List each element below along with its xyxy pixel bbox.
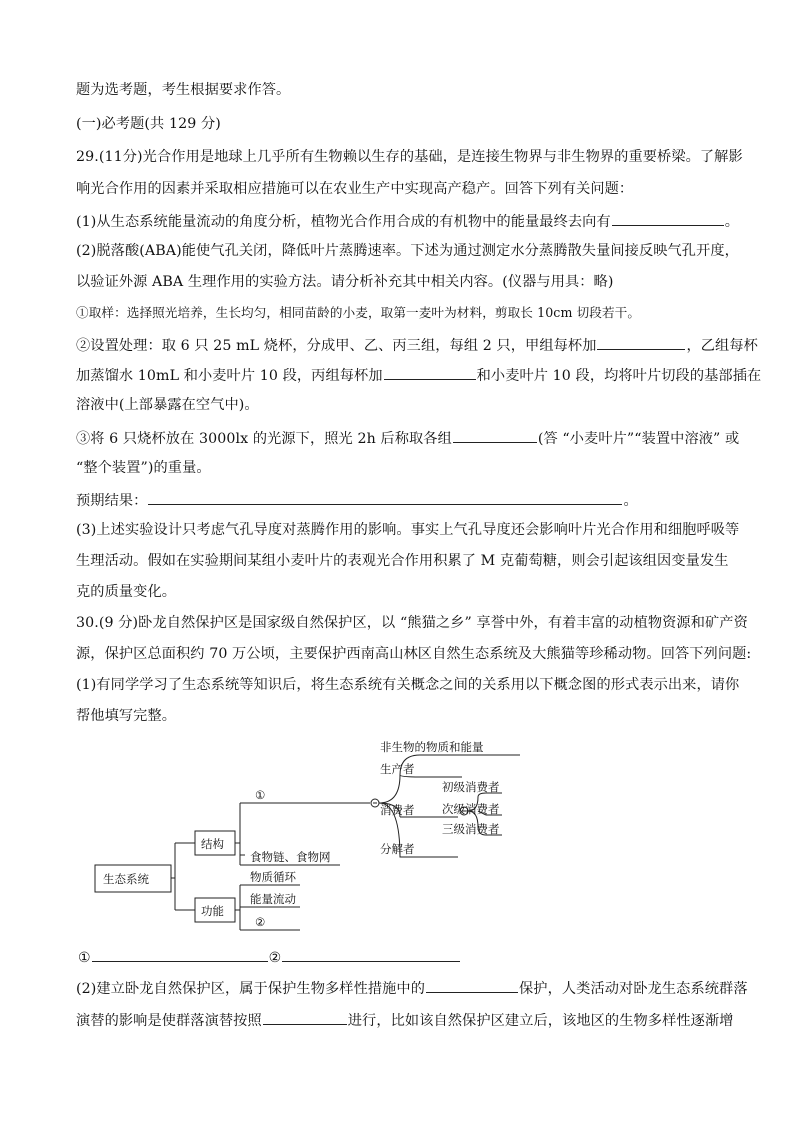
blank-2-label: ② <box>255 915 266 929</box>
answer-blank[interactable] <box>612 210 724 226</box>
q30-part2 <box>76 977 748 999</box>
answer-2-marker: ② <box>268 950 282 966</box>
text-segment: ③将 6 只烧杯放在 3000lx 的光源下，照光 2h 后称取各组 <box>76 431 452 447</box>
material-cycle-label: 物质循环 <box>250 870 296 884</box>
text-line: 题为选考题，考生根据要求作答。 <box>76 82 291 98</box>
consumer-label: 消费者 <box>380 803 415 817</box>
step-1: ①取样：选择照光培养，生长均匀，相同苗龄的小麦，取第一麦叶为材料，剪取长 10cm 切段若干。 <box>76 305 641 320</box>
q29-part2: (2)脱落酸(ABA)能使气孔关闭，降低叶片蒸腾速率。下述为通过测定水分蒸腾散失量间接反映气孔开度， <box>76 243 739 259</box>
text-segment: 。 <box>724 214 740 230</box>
function-label: 功能 <box>201 904 224 918</box>
text-line: 响光合作用的因素并采取相应措施可以在农业生产中实现高产稳产。回答下列有关问题： <box>76 181 634 197</box>
answer-blank[interactable] <box>453 427 537 443</box>
answer-blank-2[interactable] <box>282 946 460 962</box>
blank-1-label: ① <box>255 788 266 802</box>
question-30-stem: 30.(9 分)卧龙自然保护区是国家级自然保护区，以 “熊猫之乡” 享誉中外，有着丰富的动植物资源和矿产资 <box>76 615 748 631</box>
text-segment: (1)从生态系统能量流动的角度分析，植物光合作用合成的有机物中的能量最终去向有 <box>76 214 611 230</box>
answer-blank[interactable] <box>426 977 518 993</box>
text-segment: 。 <box>623 493 638 509</box>
tertiary-consumer-label: 三级消费者 <box>442 822 500 836</box>
producer-label: 生产者 <box>380 762 415 776</box>
text-segment: 和小麦叶片 10 段，均将叶片切段的基部插在 <box>476 368 762 384</box>
text-line: “整个装置”)的重量。 <box>76 460 211 476</box>
root-label: 生态系统 <box>103 872 149 886</box>
text-segment: 保护，人类活动对卧龙生态系统群落 <box>519 981 748 997</box>
text-segment: (2)建立卧龙自然保护区，属于保护生物多样性措施中的 <box>76 981 426 997</box>
decomposer-label: 分解者 <box>380 842 415 856</box>
text-segment: (答 “小麦叶片”“装置中溶液” 或 <box>537 431 740 447</box>
text-segment: ②设置处理：取 6 只 25 mL 烧杯，分成甲、乙、丙三组，每组 2 只，甲组每杯加 <box>76 338 597 354</box>
section-heading: (一)必考题(共 129 分) <box>76 116 221 132</box>
abiotic-label: 非生物的物质和能量 <box>380 740 484 754</box>
q30-part1: (1)有同学学习了生态系统等知识后，将生态系统有关概念之间的关系用以下概念图的形式表示出来，请你 <box>76 677 740 693</box>
text-line: 以验证外源 ABA 生理作用的实验方法。请分析补充其中相关内容。(仪器与用具：略) <box>76 274 614 290</box>
answer-1-marker: ① <box>78 950 91 966</box>
question-29-stem: 29.(11分)光合作用是地球上几乎所有生物赖以生存的基础，是连接生物界与非生物界的重要桥梁。了解影 <box>76 149 743 165</box>
q29-part3: (3)上述实验设计只考虑气孔导度对蒸腾作用的影响。事实上气孔导度还会影响叶片光合作用和细胞呼吸等 <box>76 522 740 538</box>
answer-row <box>78 946 461 968</box>
answer-blank[interactable] <box>384 364 476 380</box>
q29-part1 <box>76 210 739 232</box>
structure-label: 结构 <box>201 837 224 851</box>
text-segment: 进行，比如该自然保护区建立后，该地区的生物多样性逐渐增 <box>347 1013 734 1029</box>
step-2 <box>76 334 758 356</box>
food-chain-label: 食物链、食物网 <box>250 850 331 864</box>
text-line: 溶液中(上部暴露在空气中)。 <box>76 397 259 413</box>
text-segment: 演替的影响是使群落演替按照 <box>76 1013 262 1029</box>
primary-consumer-label: 初级消费者 <box>442 780 500 794</box>
text-segment: 预期结果： <box>76 493 148 509</box>
energy-flow-label: 能量流动 <box>250 892 296 906</box>
ecosystem-concept-map <box>90 735 520 935</box>
answer-blank[interactable] <box>148 489 622 505</box>
secondary-consumer-label: 次级消费者 <box>442 802 500 816</box>
answer-blank-1[interactable] <box>92 946 268 962</box>
text-line: 克的质量变化。 <box>76 584 177 600</box>
text-line: 帮他填写完整。 <box>76 708 177 724</box>
answer-blank[interactable] <box>263 1009 347 1025</box>
text-segment: ，乙组每杯 <box>686 338 758 354</box>
text-line <box>76 364 761 386</box>
step-3 <box>76 427 739 449</box>
answer-blank[interactable] <box>597 334 685 350</box>
expected-result <box>76 489 638 511</box>
text-line: 生理活动。假如在实验期间某组小麦叶片的表观光合作用积累了 M 克葡萄糖，则会引起该组因变量发生 <box>76 553 729 569</box>
text-line <box>76 1009 734 1031</box>
text-line: 源，保护区总面积约 70 万公顷，主要保护西南高山林区自然生态系统及大熊猫等珍稀动物。回答下列问题: <box>76 646 752 662</box>
text-segment: 加蒸馏水 10mL 和小麦叶片 10 段，丙组每杯加 <box>76 368 383 384</box>
